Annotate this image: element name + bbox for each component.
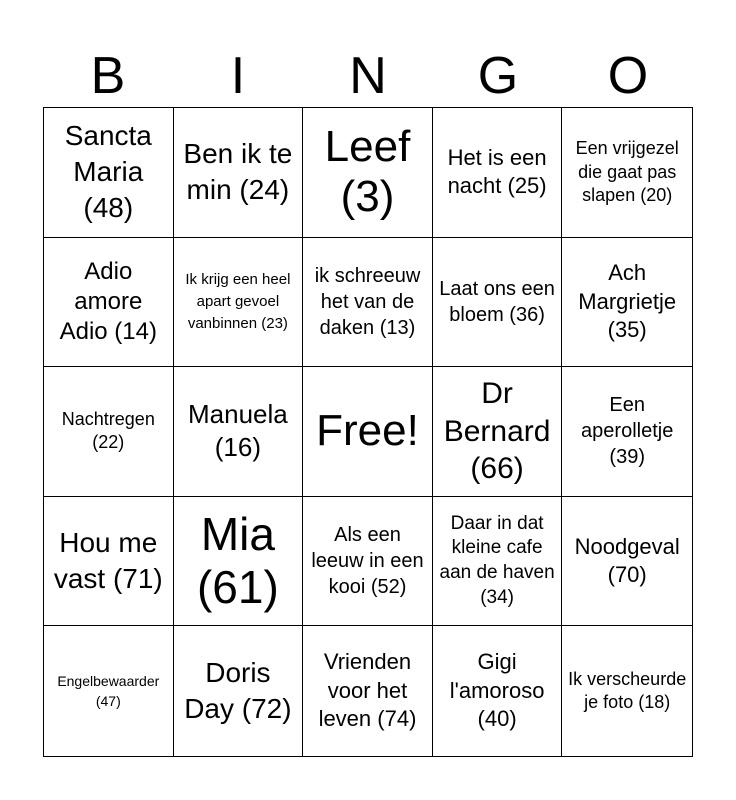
bingo-cell[interactable]: [562, 626, 692, 756]
bingo-cell[interactable]: [433, 367, 563, 497]
bingo-cell[interactable]: [562, 367, 692, 497]
cell-text: Dr Bernard (66): [443, 377, 551, 486]
header-letter-n: N: [349, 47, 387, 105]
bingo-cell[interactable]: [44, 497, 174, 627]
cell-text: Engelbewaarder (47): [57, 672, 160, 710]
bingo-cell[interactable]: [303, 108, 433, 238]
cell-text: Laat ons een bloem (36): [439, 277, 555, 326]
bingo-cell[interactable]: [44, 626, 174, 756]
cell-text: Als een leeuw in een kooi (52): [311, 524, 424, 599]
cell-text: Vrienden voor het leven (74): [318, 649, 417, 732]
bingo-cell[interactable]: [562, 497, 692, 627]
cell-text: Ben ik te min (24): [183, 137, 293, 206]
bingo-cell[interactable]: [433, 238, 563, 368]
cell-text: Sancta Maria (48): [64, 119, 152, 224]
bingo-cell[interactable]: [174, 626, 304, 756]
cell-text: Het is een nacht (25): [447, 144, 547, 199]
cell-text: Een vrijgezel die gaat pas slapen (20): [575, 138, 679, 205]
cell-text: Daar in dat kleine cafe aan de haven (34): [439, 512, 555, 608]
header-letter-b: B: [90, 47, 126, 105]
cell-text: Hou me vast (71): [53, 526, 163, 595]
bingo-cell[interactable]: [433, 108, 563, 238]
cell-text: Ik krijg een heel apart gevoel vanbinnen (23): [185, 271, 291, 332]
bingo-cell[interactable]: [433, 497, 563, 627]
cell-text: Mia (61): [196, 508, 279, 614]
bingo-cell[interactable]: [303, 497, 433, 627]
cell-text: Leef (3): [324, 121, 411, 222]
bingo-cell[interactable]: [562, 108, 692, 238]
cell-text: Een aperolletje (39): [581, 394, 674, 469]
bingo-header: [43, 46, 693, 106]
cell-text: Nachtregen (22): [61, 409, 155, 453]
bingo-cell[interactable]: [174, 108, 304, 238]
cell-text: Ach Margrietje (35): [578, 260, 677, 343]
bingo-cell[interactable]: [44, 367, 174, 497]
bingo-cell[interactable]: [303, 238, 433, 368]
cell-text: Noodgeval (70): [574, 533, 680, 588]
header-letter-i: I: [230, 47, 246, 105]
bingo-cell[interactable]: [174, 367, 304, 497]
cell-text: Gigi l'amoroso (40): [449, 649, 545, 732]
free-space[interactable]: [303, 367, 433, 497]
bingo-cell[interactable]: [562, 238, 692, 368]
bingo-cell[interactable]: [303, 626, 433, 756]
cell-text: Free!: [316, 406, 419, 456]
bingo-grid: [43, 107, 693, 757]
cell-text: ik schreeuw het van de daken (13): [314, 264, 421, 339]
bingo-cell[interactable]: [174, 497, 304, 627]
header-letter-o: O: [607, 47, 649, 105]
bingo-cell[interactable]: [174, 238, 304, 368]
bingo-cell[interactable]: [44, 238, 174, 368]
bingo-cell[interactable]: [433, 626, 563, 756]
header-letter-g: G: [477, 47, 519, 105]
bingo-cell[interactable]: [44, 108, 174, 238]
cell-text: Manuela (16): [188, 398, 288, 463]
cell-text: Ik verscheurde je foto (18): [568, 668, 687, 713]
cell-text: Adio amore Adio (14): [59, 257, 157, 345]
cell-text: Doris Day (72): [184, 656, 292, 725]
